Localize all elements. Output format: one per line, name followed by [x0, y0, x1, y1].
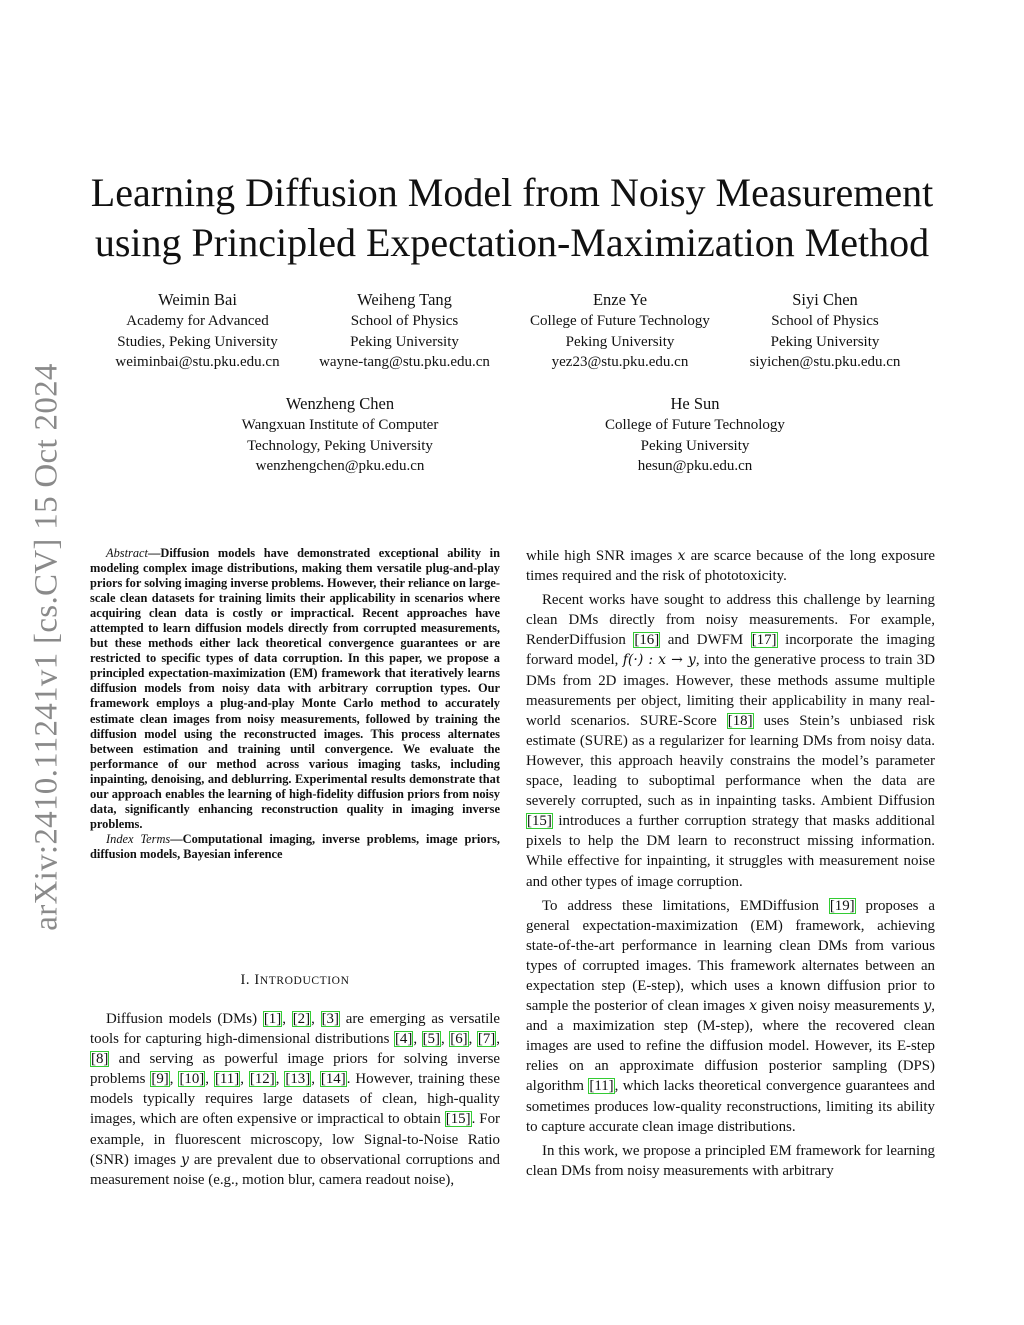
citation-link[interactable]: [18]	[727, 712, 753, 729]
author-affiliation: Technology, Peking University	[247, 437, 433, 454]
text-run: ,	[240, 1071, 249, 1088]
citation-link[interactable]: [9]	[151, 1071, 169, 1088]
citation-link[interactable]: [14]	[320, 1071, 346, 1088]
text-run: ,	[468, 1031, 477, 1048]
paragraph-this-work	[526, 1141, 935, 1181]
text-run: are scarce because of the long exposure times required and the risk of phototoxicity.	[526, 548, 936, 585]
citation-link[interactable]: [2]	[292, 1011, 311, 1027]
author-email[interactable]: yez23@stu.pku.edu.cn	[551, 354, 689, 370]
citation-link[interactable]: [4]	[394, 1031, 413, 1048]
text-run: . For example, in fluorescent microscopy, low Signal-to-Noise Ratio (SNR) images	[90, 1111, 500, 1168]
text-run: ,	[311, 1071, 320, 1088]
text-run: ,	[440, 1031, 450, 1048]
section-title-rest: NTRODUCTION	[259, 975, 350, 987]
text-run: ,	[169, 1071, 179, 1088]
citation-link[interactable]: [15]	[527, 813, 552, 830]
text-run: Recent works have sought to address this challenge by learning clean DMs directly from noisy measurements. For example, RenderDiffusion	[526, 592, 935, 649]
text-run: ,	[205, 1071, 214, 1088]
author-name: Weiheng Tang	[357, 290, 452, 309]
author-affiliation: School of Physics	[350, 313, 459, 329]
author-affiliation: Peking University	[640, 437, 750, 454]
citation-link[interactable]: [11]	[589, 1078, 614, 1095]
citation-link[interactable]: [5]	[422, 1031, 440, 1048]
math-symbol-y: y	[923, 998, 932, 1015]
author-affiliation: College of Future Technology	[530, 313, 710, 329]
author-name: Enze Ye	[592, 290, 648, 309]
author-name: He Sun	[670, 394, 720, 413]
author-name: Weimin Bai	[158, 290, 237, 309]
author-email[interactable]: wayne-tang@stu.pku.edu.cn	[319, 354, 490, 370]
text-run: , into the generative process to train 3D DMs from 2D images. However, these methods assume multiple measurements per object, limiting their applicability in many real-world scenarios. SURE-Score	[526, 652, 935, 729]
abstract-label: Abstract	[106, 546, 148, 560]
text-run: are prevalent due to observational corruptions and measurement noise (e.g., motion blur, camera readout noise),	[90, 1151, 500, 1188]
abstract-paragraph	[90, 546, 500, 832]
author-block	[730, 288, 920, 373]
intro-left-column	[90, 1009, 500, 1190]
title-line-1: Learning Diffusion Model from Noisy Measurement	[90, 170, 934, 215]
abstract	[90, 546, 500, 862]
author-affiliation: Studies, Peking University	[117, 333, 278, 350]
author-name: Wenzheng Chen	[285, 394, 395, 413]
text-run: ,	[413, 1031, 422, 1048]
author-block	[210, 392, 470, 477]
text-run: ,	[311, 1011, 321, 1027]
citation-link[interactable]: [17]	[751, 632, 777, 649]
index-terms-text: —Computational imaging, inverse problems, image priors, diffusion models, Bayesian inference	[90, 831, 500, 861]
section-heading-introduction	[90, 972, 500, 989]
abstract-text: —Diffusion models have demonstrated exceptional ability in modeling complex image distributions, making them versatile plug-and-play priors for solving imaging inverse problems. However, their reliance on large-scale clean datasets for training limits their applicability in scenarios where acquiring clean data is costly or impractical. Recent approaches have attempted to learn diffusion models directly from corrupted measurements, but these methods either lack theoretical convergence guarantees or are restricted to specific types of data corruption. In this paper, we propose a principled expectation-maximization (EM) framework that iteratively learns diffusion models from noisy data with arbitrary corruption types. Our framework employs a plug-and-play Monte Carlo method to accurately estimate clean images from noisy measurements, followed by training the diffusion model using the reconstructed images. This process alternates between estimation and training until convergence. We evaluate the performance of our method across various imaging tasks, including inpainting, denoising, and deblurring. Experimental results demonstrate that our approach enables the learning of high-fidelity diffusion priors from noisy data, significantly enhancing reconstruction quality in imaging inverse problems.	[90, 546, 500, 831]
citation-link[interactable]: [11]	[214, 1071, 240, 1088]
author-affiliation: Peking University	[350, 333, 459, 350]
text-run: In this work, we propose a principled EM framework for learning clean DMs from noisy measurements with arbitrary	[526, 1142, 935, 1179]
text-run: given noisy measurements	[756, 998, 924, 1015]
citation-link[interactable]: [16]	[634, 632, 660, 649]
intro-paragraph	[90, 1009, 500, 1190]
author-affiliation: College of Future Technology	[605, 417, 785, 433]
paragraph-continued	[526, 546, 935, 586]
title-line-2: using Principled Expectation-Maximization Method	[94, 220, 930, 265]
author-block	[580, 392, 810, 477]
text-run: while high SNR images	[526, 548, 678, 564]
author-block	[95, 288, 300, 373]
arxiv-identifier-text: arXiv:2410.11241v1 [cs.CV] 15 Oct 2024	[28, 363, 65, 931]
citation-link[interactable]: [1]	[263, 1011, 282, 1027]
citation-link[interactable]: [12]	[249, 1071, 275, 1088]
author-affiliation: Peking University	[565, 333, 675, 350]
text-run: and DWFM	[660, 632, 751, 649]
author-affiliation: Peking University	[770, 333, 880, 350]
author-name: Siyi Chen	[792, 290, 858, 309]
text-run: uses Stein’s unbiased risk estimate (SURE) as a regularizer for learning DMs from noisy data. However, this approach heavily constrains the model’s parameter space, leading to suboptimal performance when the data are severely corrupted, such as in inpainting tasks. Ambient Diffusion	[526, 712, 935, 810]
math-forward-model: f(·) : x → y	[622, 652, 696, 669]
right-column	[526, 546, 935, 1181]
paragraph-emdiffusion	[526, 896, 935, 1137]
math-symbol-y: y	[181, 1151, 189, 1168]
author-block	[302, 288, 507, 373]
text-run: ,	[496, 1031, 500, 1048]
author-email[interactable]: siyichen@stu.pku.edu.cn	[749, 354, 901, 370]
text-run: . However, training these models typically requires large datasets of clean, high-quality images, which are often expensive or impractical to obtain	[90, 1071, 500, 1128]
text-run: incorporate the imaging forward model,	[526, 632, 935, 669]
citation-link[interactable]: [3]	[321, 1011, 339, 1027]
index-terms	[90, 832, 500, 862]
text-run: introduces a further corruption strategy that masks additional pixels to help the DM learn to reconstruct missing information. While effective for inpainting, it struggles with measurement noise and other types of image corruption.	[526, 813, 935, 890]
text-run: proposes a general expectation-maximization (EM) framework, achieving state-of-the-art performance in learning clean DMs from various types of corrupted images. This framework alternates between an expectation step (E-step), which uses a known diffusion prior to sample the posterior of clean images	[526, 897, 935, 1015]
paper-title	[60, 168, 964, 268]
citation-link[interactable]: [19]	[829, 897, 855, 914]
index-terms-label: Index Terms	[106, 831, 171, 846]
text-run: ,	[282, 1011, 292, 1027]
author-affiliation: Academy for Advanced	[126, 313, 269, 329]
arxiv-identifier	[28, 352, 66, 942]
paragraph-related-work	[526, 590, 935, 891]
author-email[interactable]: wenzhengchen@pku.edu.cn	[255, 458, 425, 474]
citation-link[interactable]: [10]	[179, 1071, 205, 1088]
text-run: , which lacks theoretical convergence guarantees and sometimes produces low-quality reconstructions, limiting its ability to capture accurate clean image distributions.	[526, 1078, 935, 1135]
citation-link[interactable]: [8]	[91, 1051, 109, 1068]
author-email[interactable]: weiminbai@stu.pku.edu.cn	[115, 354, 280, 370]
author-block	[510, 288, 730, 373]
citation-link[interactable]: [7]	[477, 1031, 496, 1048]
citation-link[interactable]: [13]	[285, 1071, 311, 1088]
text-run: To address these limitations, EMDiffusion	[542, 897, 829, 914]
citation-link[interactable]: [6]	[450, 1031, 468, 1048]
citation-link[interactable]: [15]	[445, 1111, 471, 1128]
text-run: are emerging as versatile tools for capturing high-dimensional distributions	[90, 1011, 500, 1048]
author-affiliation: School of Physics	[771, 313, 879, 329]
section-numeral: I.	[240, 972, 255, 988]
math-symbol-x: x	[749, 998, 757, 1015]
text-run: Diffusion models (DMs)	[106, 1011, 263, 1027]
section-initial: I	[254, 972, 260, 988]
math-symbol-x: x	[677, 548, 686, 564]
text-run: and serving as powerful image priors for solving inverse problems	[90, 1051, 500, 1088]
author-affiliation: Wangxuan Institute of Computer	[241, 417, 439, 433]
text-run: , and a maximization step (M-step), where the recovered clean images are used to refine the diffusion model. However, its E-step relies on an approximate diffusion posterior sampling (DPS) algorithm	[526, 998, 935, 1095]
author-email[interactable]: hesun@pku.edu.cn	[637, 458, 753, 474]
text-run: ,	[275, 1071, 285, 1088]
